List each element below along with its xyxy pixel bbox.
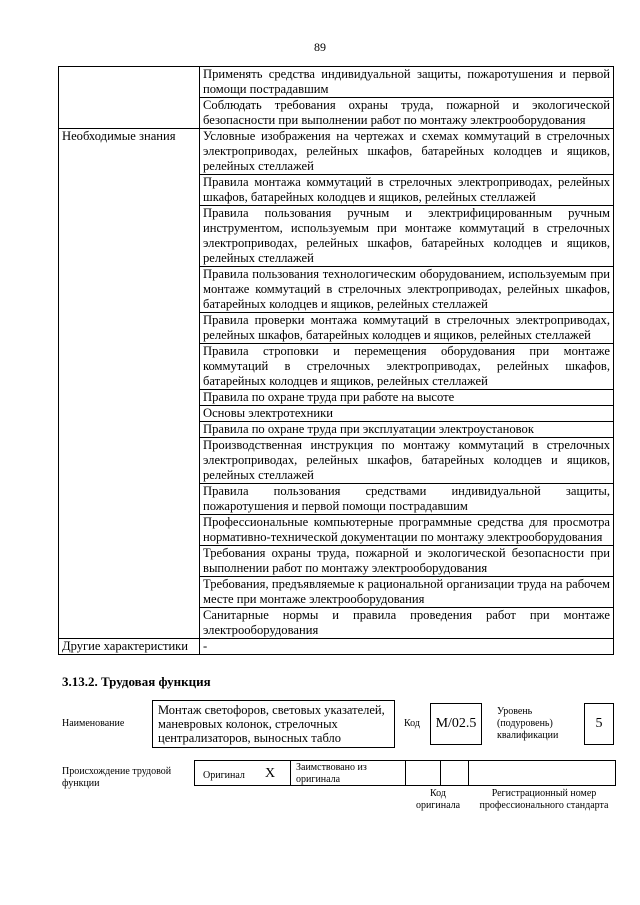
page-number: 89: [314, 40, 326, 54]
row-text-cell: Применять средства индивидуальной защиты, пожаротушения и первой помощи пострадавшим: [200, 67, 614, 98]
row-label-cell: [59, 608, 200, 639]
row-label-cell: Необходимые знания: [59, 129, 200, 175]
row-text-cell: Основы электротехники: [200, 406, 614, 422]
row-text-cell: Правила по охране труда при работе на высоте: [200, 390, 614, 406]
table-row: [59, 422, 614, 438]
table-row: [59, 406, 614, 422]
function-name-box: [152, 700, 395, 748]
origin-divider-4: [468, 760, 469, 786]
table-row: [59, 313, 614, 344]
row-text-cell: Производственная инструкция по монтажу коммутаций в стрелочных электроприводах, релейных шкафов, батарейных колодцев и ящиков, релейных стеллажей: [200, 438, 614, 484]
row-label-cell: [59, 206, 200, 267]
row-label-cell: [59, 546, 200, 577]
row-label-cell: [59, 406, 200, 422]
row-label-cell: [59, 422, 200, 438]
row-label-cell: [59, 438, 200, 484]
table-row: [59, 608, 614, 639]
table-row: [59, 98, 614, 129]
row-text-cell: Правила монтажа коммутаций в стрелочных электроприводах, релейных шкафов, батарейных колодцев и ящиков, релейных стеллажей: [200, 175, 614, 206]
table-row: [59, 206, 614, 267]
name-label: Наименование: [62, 718, 125, 729]
table-row: [59, 129, 614, 175]
table-row: [59, 267, 614, 313]
reg-caption: Регистрационный номер профессионального стандарта: [479, 788, 609, 811]
row-label-cell: [59, 267, 200, 313]
code-caption: Код оригинала: [415, 788, 461, 811]
original-label: Оригинал: [203, 770, 245, 781]
level-label: Уровень (подуровень) квалификации: [497, 706, 559, 741]
code-box: [430, 703, 482, 745]
section-title: 3.13.2. Трудовая функция: [62, 674, 211, 689]
row-label-cell: [59, 313, 200, 344]
row-text-cell: Соблюдать требования охраны труда, пожарной и экологической безопасности при выполнении работ по монтажу электрооборудования: [200, 98, 614, 129]
row-text-cell: Требования охраны труда, пожарной и экологической безопасности при выполнении работ по монтажу электрооборудования: [200, 546, 614, 577]
table-row: [59, 515, 614, 546]
level-box: [584, 703, 614, 745]
row-text-cell: Условные изображения на чертежах и схемах коммутаций в стрелочных электроприводах, релейных шкафов, батарейных колодцев и ящиков, релейных стеллажей: [200, 129, 614, 175]
borrowed-label: Заимствовано из оригинала: [296, 762, 367, 785]
row-label-cell: [59, 175, 200, 206]
table-row: [59, 175, 614, 206]
row-text-cell: Санитарные нормы и правила проведения работ при монтаже электрооборудования: [200, 608, 614, 639]
function-name-value: Монтаж светофоров, световых указателей, маневровых колонок, стрелочных централизаторов, выносных табло: [158, 703, 385, 745]
code-value: M/02.5: [435, 716, 477, 731]
table-row: [59, 484, 614, 515]
origin-label: Происхождение трудовой функции: [62, 766, 172, 789]
table-row: [59, 344, 614, 390]
origin-divider-2: [405, 760, 406, 786]
row-label-cell: [59, 98, 200, 129]
row-label-cell: [59, 484, 200, 515]
origin-divider-3: [440, 760, 441, 786]
row-label-cell: Другие характеристики: [59, 639, 200, 655]
table-row: [59, 639, 614, 655]
row-text-cell: Требования, предъявляемые к рациональной организации труда на рабочем месте при монтаже электрооборудования: [200, 577, 614, 608]
level-value: 5: [595, 716, 603, 731]
table-row: [59, 577, 614, 608]
row-text-cell: Правила строповки и перемещения оборудования при монтаже коммутаций в стрелочных электроприводах, релейных шкафов, батарейных колодцев и ящиков, релейных стеллажей: [200, 344, 614, 390]
table-row: [59, 390, 614, 406]
code-label: Код: [404, 718, 420, 729]
table-row: [59, 67, 614, 98]
row-label-cell: [59, 67, 200, 98]
row-text-cell: Профессиональные компьютерные программные средства для просмотра нормативно-технической документации по монтажу электрооборудования: [200, 515, 614, 546]
table-row: [59, 546, 614, 577]
knowledge-table: [58, 66, 614, 655]
row-text-cell: Правила проверки монтажа коммутаций в стрелочных электроприводах, релейных шкафов, батарейных колодцев и ящиков, релейных стеллажей: [200, 313, 614, 344]
table-row: [59, 438, 614, 484]
row-text-cell: Правила по охране труда при эксплуатации электроустановок: [200, 422, 614, 438]
row-label-cell: [59, 344, 200, 390]
original-mark: X: [265, 766, 276, 781]
row-text-cell: Правила пользования технологическим оборудованием, используемым при монтаже коммутаций в стрелочных электроприводах, релейных шкафов, батарейных колодцев и ящиков, релейных стеллажей: [200, 267, 614, 313]
row-label-cell: [59, 515, 200, 546]
row-text-cell: Правила пользования средствами индивидуальной защиты, пожаротушения и первой помощи пострадавшим: [200, 484, 614, 515]
row-text-cell: Правила пользования ручным и электрифицированным ручным инструментом, используемым при монтаже коммутаций в стрелочных электроприводах, релейных шкафов, батарейных колодцев и ящиков, релейных стеллажей: [200, 206, 614, 267]
row-label-cell: [59, 577, 200, 608]
origin-divider-1: [290, 760, 291, 786]
row-text-cell: -: [200, 639, 614, 655]
row-label-cell: [59, 390, 200, 406]
